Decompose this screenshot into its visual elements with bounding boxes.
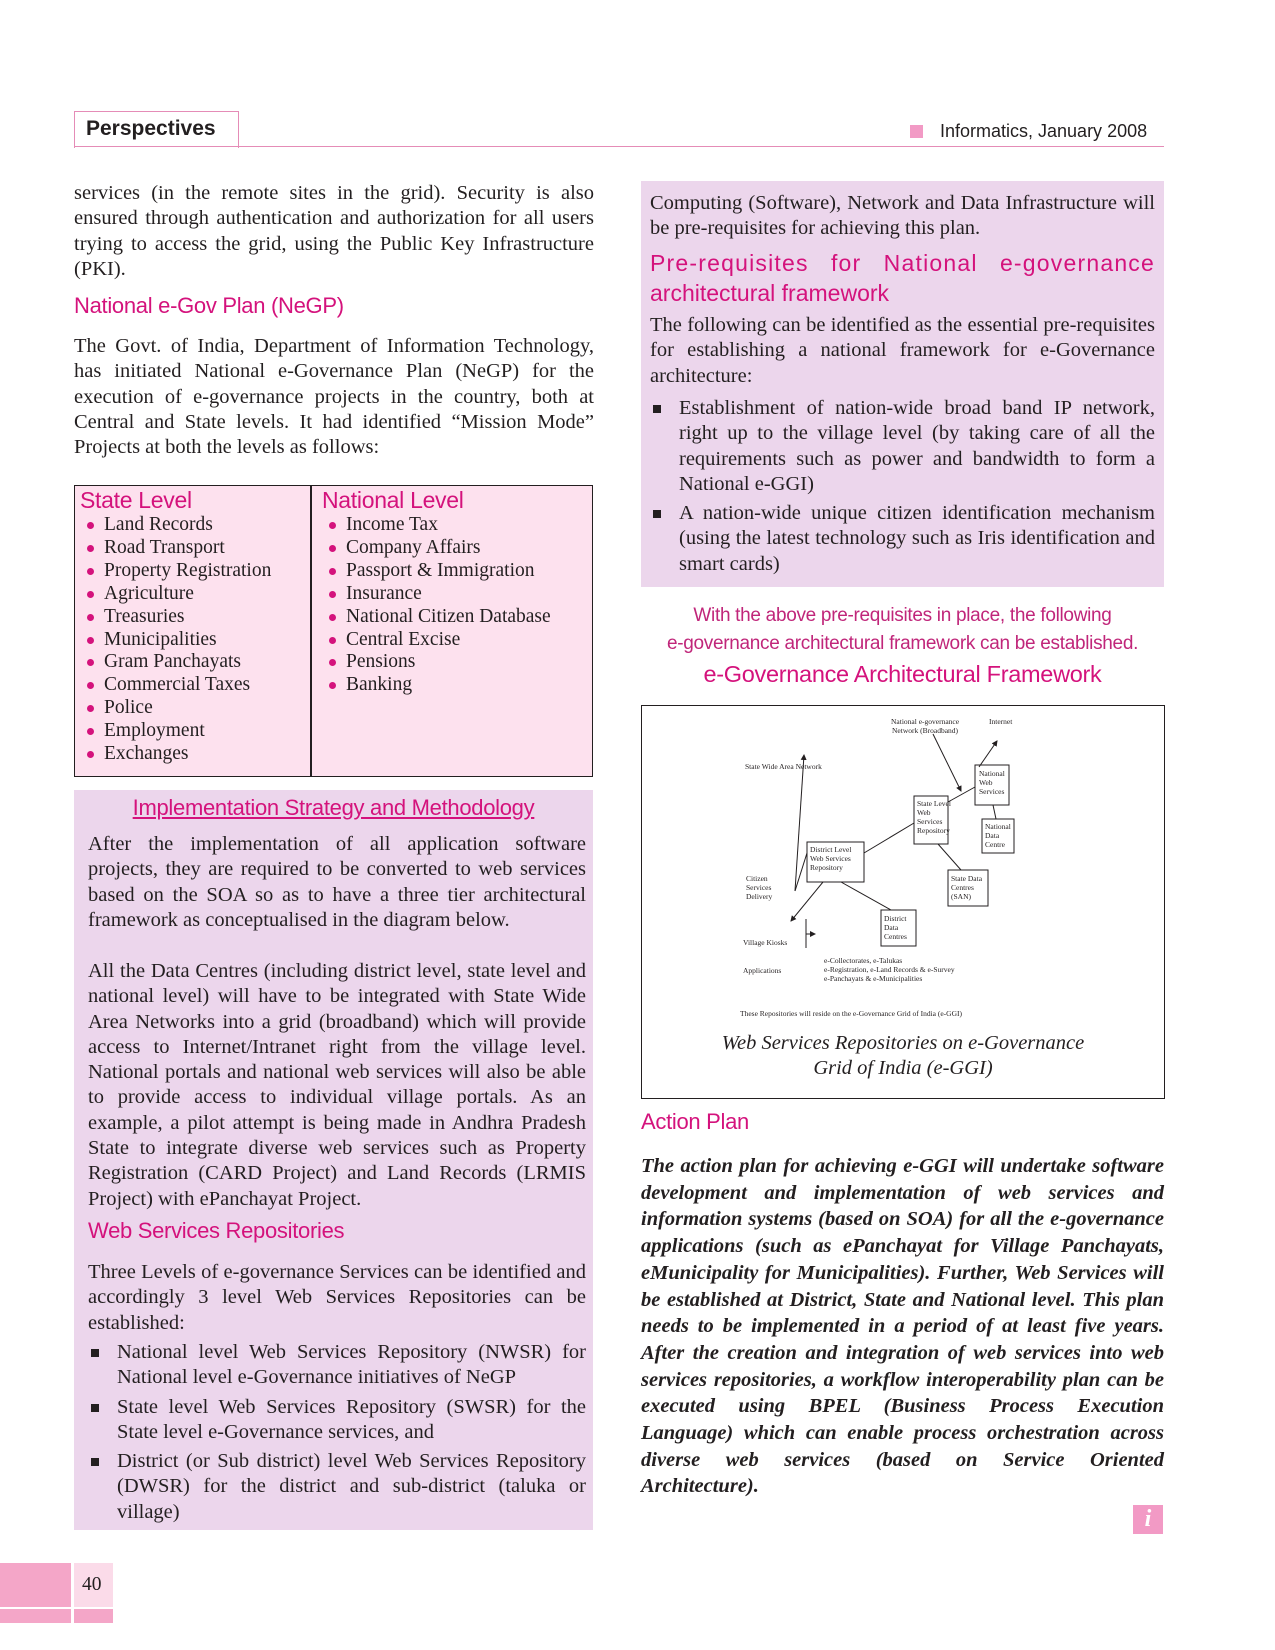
figure-label: e-Panchayats & e-Municipalities	[824, 974, 923, 983]
framework-heading: e-Governance Architectural Framework	[703, 661, 1102, 687]
implementation-paragraph-2: All the Data Centres (including district level, state level and national level) will have to be integrated with State Wide Area Networks into a grid (broadband) which will provide access to Internet/Intranet right from the village level. National portals and national web services will also be able to provide access to individual village portals. As an example, a pilot attempt is being made in Andhra Pradesh State to integrate diverse web services such as Property Registration (CARD Project) and Land Records (LRMIS Project) with ePanchayat Project.	[88, 960, 586, 1210]
implementation-paragraph-1: After the implementation of all application software projects, they are required to be converted to web services based on the SOA so as to have a three tier architectural framework as conceptualised in the diagram below.	[88, 833, 586, 931]
link-line	[864, 823, 914, 853]
wsr-heading: Web Services Repositories	[88, 1218, 345, 1243]
figure-label: State Data	[951, 874, 983, 883]
footer-block	[0, 1609, 71, 1623]
figure-label: Internet	[989, 717, 1013, 726]
header-rule	[74, 146, 1164, 147]
figure-label: Data	[985, 831, 1000, 840]
computing-paragraph: Computing (Software), Network and Data Infrastructure will be pre-requisites for achieving this plan.	[650, 192, 1155, 240]
list-item: A nation-wide unique citizen identification mechanism (using the latest technology such as Iris identification and smart cards)	[650, 501, 1155, 577]
link-line	[993, 805, 996, 819]
figure-note: These Repositories will reside on the e-Governance Grid of India (e-GGI)	[740, 1009, 963, 1018]
figure-label: e-Registration, e-Land Records & e-Survey	[824, 965, 955, 974]
figure-label: Data	[884, 923, 899, 932]
list-item: Central Excise	[322, 629, 582, 652]
figure-label: Services	[917, 817, 943, 826]
footer-block	[74, 1609, 113, 1623]
negp-heading: National e-Gov Plan (NeGP)	[74, 293, 344, 318]
list-item: Banking	[322, 674, 582, 697]
national-level-list	[322, 514, 582, 697]
list-item: Commercial Taxes	[80, 674, 305, 697]
list-item: Agriculture	[80, 583, 305, 606]
figure-label: National e-governance	[891, 717, 960, 726]
list-item: Land Records	[80, 514, 305, 537]
figure-label: Network (Broadband)	[892, 726, 959, 735]
table-divider	[310, 485, 312, 776]
page-number: 40	[82, 1574, 102, 1595]
figure-label: State Wide Area Network	[745, 762, 822, 771]
list-item: Road Transport	[80, 537, 305, 560]
list-item: Gram Panchayats	[80, 651, 305, 674]
figure-label: Village Kiosks	[743, 938, 788, 947]
list-item: Passport & Immigration	[322, 560, 582, 583]
prerequisites-heading	[650, 248, 1155, 308]
prerequisites-list	[650, 396, 1155, 581]
list-item: State level Web Services Repository (SWSR) for the State level e-Governance services, and	[88, 1395, 586, 1446]
figure-label: Applications	[743, 966, 782, 975]
national-level-heading: National Level	[322, 487, 464, 513]
link-line	[948, 787, 975, 802]
list-item: Income Tax	[322, 514, 582, 537]
info-icon: i	[1133, 1505, 1163, 1534]
negp-paragraph: The Govt. of India, Department of Information Technology, has initiated National e-Governance Plan (NeGP) for the execution of e-governance projects in the country, both at Central and State levels. It had identified “Mission Mode” Projects at both the levels as follows:	[74, 335, 594, 459]
figure-label: e-Collectorates, e-Talukas	[824, 956, 903, 965]
framework-intro-line-1: With the above pre-requisites in place, the following	[693, 605, 1112, 626]
prerequisites-paragraph: The following can be identified as the essential pre-requisites for establishing a national framework for e-Governance architecture:	[650, 314, 1155, 387]
link-line	[938, 844, 961, 870]
figure-label: Centre	[985, 840, 1005, 849]
section-title: Perspectives	[86, 117, 216, 140]
figure-label: Centres	[884, 932, 907, 941]
wsr-paragraph: Three Levels of e-governance Services can be identified and accordingly 3 level Web Services Repositories can be established:	[88, 1261, 586, 1334]
figure-label: Delivery	[746, 892, 773, 901]
figure-label: Citizen	[746, 874, 768, 883]
list-item: Pensions	[322, 651, 582, 674]
figure-label: National	[985, 822, 1011, 831]
link-line	[841, 882, 891, 910]
figure-label: District	[884, 914, 907, 923]
figure-caption-line-2: Grid of India (e-GGI)	[813, 1057, 993, 1079]
framework-intro-line-2: e-governance architectural framework can be established.	[666, 632, 1139, 654]
list-item: Exchanges	[80, 743, 305, 766]
list-item: Establishment of nation-wide broad band IP network, right up to the village level (by taking care of all the requirements such as power and bandwidth to form a National e-GGI)	[650, 396, 1155, 497]
figure-label: Services	[979, 787, 1005, 796]
figure-label: (SAN)	[951, 892, 971, 901]
action-plan-paragraph: The action plan for achieving e-GGI will undertake software development and implementation of web services and information systems (based on SOA) for all the e-governance applications (such as ePanchayat for Village Panchayats, eMunicipality for Municipalities). Further, Web Services will be established at District, State and National level. This plan needs to be implemented in a period of at least five years. After the creation and integration of web services into web services repositories, a workflow interoperability plan can be executed using BPEL (Business Process Execution Language) which can enable process orchestration across diverse web services (based on Service Oriented Architecture).	[641, 1155, 1164, 1498]
architecture-diagram	[641, 705, 1165, 1035]
list-item: Municipalities	[80, 629, 305, 652]
list-item: Employment	[80, 720, 305, 743]
list-item: District (or Sub district) level Web Services Repository (DWSR) for the district and sub-district (taluka or village)	[88, 1449, 586, 1525]
list-item: Company Affairs	[322, 537, 582, 560]
swan-arrow	[795, 755, 804, 891]
wsr-list	[88, 1340, 586, 1529]
intro-paragraph: services (in the remote sites in the grid). Security is also ensured through authentication and authorization for all users trying to access the grid, using the Public Key Infrastructure (PKI).	[74, 182, 594, 280]
list-item: National level Web Services Repository (NWSR) for National level e-Governance initiatives of NeGP	[88, 1340, 586, 1391]
internet-arrow	[979, 741, 997, 767]
figure-label: National	[979, 769, 1005, 778]
header-square-icon	[910, 125, 923, 138]
state-level-column	[80, 487, 305, 766]
figure-label: District Level	[810, 845, 852, 854]
figure-label: Centres	[951, 883, 974, 892]
framework-intro	[641, 602, 1164, 657]
figure-label: Web	[917, 808, 931, 817]
network-arrow	[933, 734, 961, 791]
figure-label: Services	[746, 883, 772, 892]
list-item: Treasuries	[80, 606, 305, 629]
figure-label: Web Services	[810, 854, 851, 863]
state-level-list	[80, 514, 305, 766]
list-item: Police	[80, 697, 305, 720]
list-item: Insurance	[322, 583, 582, 606]
footer-block	[0, 1563, 71, 1607]
figure-caption-line-1: Web Services Repositories on e-Governance	[721, 1032, 1085, 1054]
figure-label: Repository	[917, 826, 950, 835]
figure-label: Web	[979, 778, 993, 787]
action-plan-heading: Action Plan	[641, 1109, 749, 1134]
list-item: Property Registration	[80, 560, 305, 583]
figure-label: State Level	[917, 799, 951, 808]
prerequisites-heading-line-1: Pre-requisites for National e-governance	[650, 250, 1155, 276]
figure-caption	[641, 1031, 1165, 1081]
list-item: National Citizen Database	[322, 606, 582, 629]
national-level-column	[322, 487, 582, 697]
figure-label: Repository	[810, 863, 843, 872]
prerequisites-heading-line-2: architectural framework	[650, 280, 890, 306]
state-level-heading: State Level	[80, 487, 192, 513]
implementation-heading: Implementation Strategy and Methodology	[132, 795, 535, 820]
issue-label: Informatics, January 2008	[940, 121, 1148, 141]
